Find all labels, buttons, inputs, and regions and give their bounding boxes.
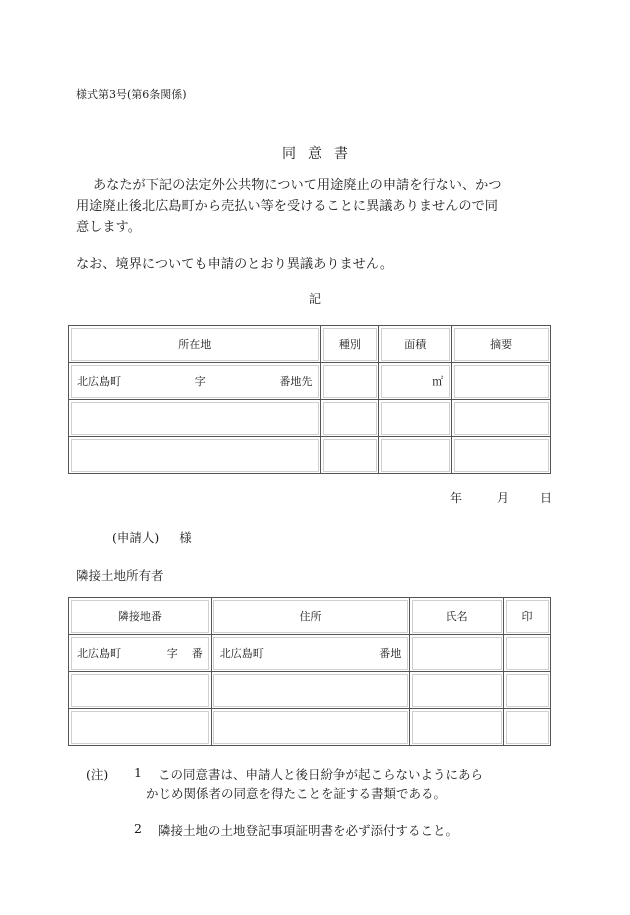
note-label: (注) — [86, 767, 109, 782]
lot-town: 北広島町 — [77, 647, 121, 660]
remarks-cell[interactable] — [452, 400, 551, 437]
header-area: 面積 — [379, 326, 452, 363]
location-banchi: 番地先 — [279, 375, 313, 388]
seal-cell[interactable] — [504, 635, 551, 672]
location-town: 北広島町 — [77, 375, 121, 388]
location-aza: 字 — [194, 375, 206, 388]
header-address: 住所 — [211, 598, 410, 635]
neighbors-table-header — [69, 598, 551, 635]
applicant-sama: 様 — [179, 530, 192, 545]
type-cell[interactable] — [321, 437, 379, 474]
property-table-header — [69, 326, 551, 363]
adjacent-lot-cell[interactable] — [69, 635, 212, 672]
table-row — [69, 709, 551, 746]
location-cell[interactable] — [69, 400, 321, 437]
header-adjacent-lot: 隣接地番 — [69, 598, 212, 635]
remarks-cell[interactable] — [452, 363, 551, 400]
note-2-number: 2 — [134, 821, 142, 836]
type-cell[interactable] — [321, 400, 379, 437]
name-cell[interactable] — [410, 635, 504, 672]
address-cell[interactable] — [211, 672, 410, 709]
table-row — [69, 363, 551, 400]
lot-aza: 字 — [166, 647, 178, 660]
header-remarks: 摘要 — [452, 326, 551, 363]
lot-ban: 番 — [191, 647, 203, 660]
address-banchi: 番地 — [379, 647, 402, 660]
area-cell[interactable] — [379, 363, 452, 400]
note-1-number: 1 — [134, 765, 142, 780]
date-day: 日 — [540, 491, 553, 505]
seal-cell[interactable] — [504, 709, 551, 746]
adjacent-lot-cell[interactable] — [69, 672, 212, 709]
address-town: 北広島町 — [219, 647, 264, 660]
neighbors-title: 隣接土地所有者 — [76, 568, 164, 583]
location-cell[interactable] — [69, 363, 321, 400]
name-cell[interactable] — [410, 709, 504, 746]
area-unit: ㎡ — [432, 375, 444, 388]
table-row — [69, 635, 551, 672]
remarks-cell[interactable] — [452, 437, 551, 474]
note-2-text: 隣接土地の土地登記事項証明書を必ず添付すること。 — [158, 823, 459, 838]
ki-heading: 記 — [308, 292, 321, 306]
form-number: 様式第3号(第6条関係) — [76, 88, 187, 101]
document-title: 同意書 — [282, 146, 360, 162]
applicant-label: (申請人) — [112, 530, 160, 545]
body-line-2: 用途廃止後北広島町から売払い等を受けることに異議ありませんので同 — [76, 199, 498, 214]
adjacent-lot-cell[interactable] — [69, 709, 212, 746]
date-line — [450, 489, 552, 506]
note-1-line-2: かじめ関係者の同意を得たことを証する書類である。 — [146, 786, 447, 801]
date-month: 月 — [497, 491, 510, 505]
name-cell[interactable] — [410, 672, 504, 709]
type-cell[interactable] — [321, 363, 379, 400]
boundary-statement: なお、境界についても申請のとおり異議ありません。 — [76, 257, 394, 272]
area-cell[interactable] — [379, 400, 452, 437]
applicant-line — [112, 528, 192, 546]
table-row — [69, 672, 551, 709]
body-line-1: あなたが下記の法定外公共物について用途廃止の申請を行ない、かつ — [93, 178, 502, 193]
area-cell[interactable] — [379, 437, 452, 474]
table-row — [69, 437, 551, 474]
header-location: 所在地 — [69, 326, 321, 363]
address-cell[interactable] — [211, 709, 410, 746]
location-cell[interactable] — [69, 437, 321, 474]
note-1-line-1: この同意書は、申請人と後日紛争が起こらないようにあら — [158, 767, 484, 782]
header-type: 種別 — [321, 326, 379, 363]
body-line-3: 意します。 — [76, 220, 141, 235]
address-cell[interactable] — [211, 635, 410, 672]
header-seal: 印 — [504, 598, 551, 635]
property-table — [68, 325, 551, 474]
table-row — [69, 400, 551, 437]
date-year: 年 — [450, 491, 463, 505]
neighbors-table — [68, 597, 551, 746]
seal-cell[interactable] — [504, 672, 551, 709]
header-name: 氏名 — [410, 598, 504, 635]
